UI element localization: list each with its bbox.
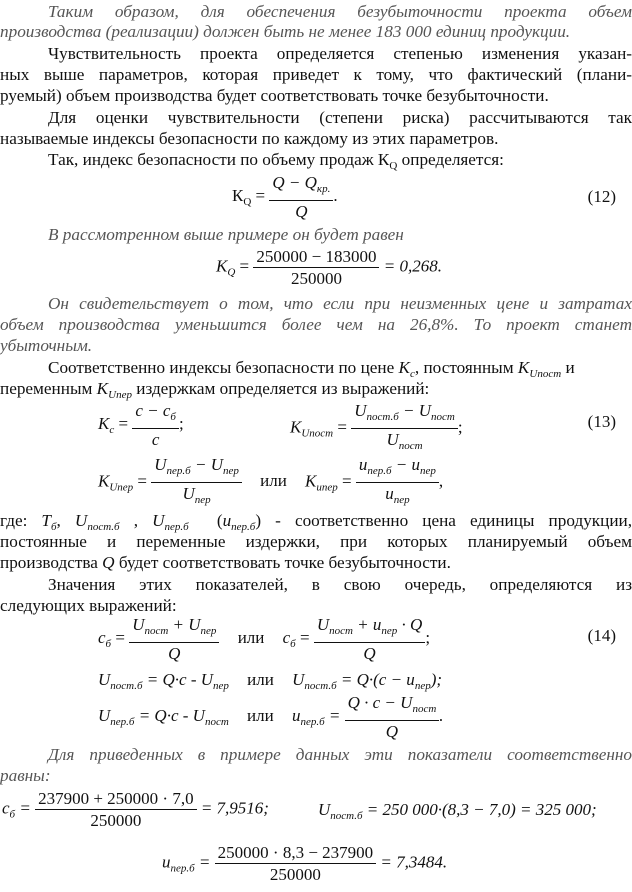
text-line [0, 108, 632, 128]
text: ных выше параметров, которая приведет к тому, что фактический (плани- [0, 65, 632, 84]
text-line [0, 294, 632, 314]
subscript: пер.б [170, 862, 195, 875]
subscript: пост.б [110, 680, 143, 692]
formula-symbol: K [98, 413, 110, 433]
punctuation: , [438, 471, 444, 491]
subscript: Uпост [301, 427, 334, 440]
text-line [0, 44, 632, 64]
formula-calc-cb [2, 788, 269, 831]
equals-sign: = [337, 417, 352, 437]
fraction [151, 454, 242, 511]
formula-symbol: U [98, 705, 111, 725]
text-line [0, 225, 632, 245]
equation-number: (12) [587, 187, 616, 206]
formula-text: ); [430, 670, 443, 689]
formula-text: = Q·c - U [142, 670, 214, 689]
subscript: пер.б [166, 465, 191, 477]
text: В рассмотренном выше примере он будет равен [48, 225, 404, 244]
subscript: пост [204, 715, 229, 728]
equals-sign: = [115, 627, 130, 647]
subscript: пост.б [87, 521, 120, 533]
denominator: 250000 [290, 269, 342, 288]
subscript: пост.б [330, 810, 363, 822]
formula-kq-calc [216, 246, 442, 289]
numerator [129, 614, 219, 643]
subscript: пост.б [304, 680, 337, 692]
equals-sign: = [137, 471, 152, 491]
denominator: 250000 [269, 865, 321, 884]
text: называемые индексы безопасности по каждому из этих параметров. [0, 129, 499, 148]
formula-symbol: U [152, 511, 165, 530]
formula-symbol: u [162, 852, 171, 872]
text-line [0, 2, 632, 22]
subscript: пер.б [300, 715, 325, 728]
fraction [356, 454, 439, 511]
equals-sign: = [342, 471, 356, 491]
subscript: пост [144, 625, 169, 637]
formula-result: = 7,3484. [380, 852, 448, 872]
equation-number: (14) [587, 626, 616, 645]
formula-symbol: U [318, 800, 331, 819]
formula-calc-upostb [318, 800, 597, 826]
text: производства [0, 553, 103, 572]
subscript: пер [222, 465, 239, 477]
text-line [0, 596, 632, 616]
formula-symbol: U [292, 670, 305, 689]
formula-symbol: u [222, 511, 232, 530]
formula-text: − u [391, 455, 421, 474]
formula-result: = 250 000·(8,3 − 7,0) = 325 000; [362, 800, 597, 819]
subscript: пер [213, 680, 229, 692]
punctuation: . [333, 185, 338, 205]
denominator [356, 483, 439, 511]
formula-uperb [98, 692, 444, 742]
formula-cb [98, 614, 430, 664]
formula-symbol: K [98, 471, 110, 491]
fraction [215, 842, 377, 885]
formula-text: + U [168, 615, 201, 634]
equals-sign: = [118, 413, 133, 433]
fraction [351, 400, 458, 457]
numerator [356, 454, 439, 483]
fraction [132, 400, 179, 450]
formula-text: U [386, 430, 399, 449]
text: переменным [0, 379, 97, 398]
or-word: или [237, 627, 265, 647]
numerator [132, 400, 179, 429]
formula-symbol: U [98, 670, 111, 689]
formula-text: U [316, 615, 330, 634]
subscript: пост [412, 703, 437, 715]
subscript: б [170, 411, 176, 423]
formula-kuper [98, 454, 443, 511]
denominator: c [151, 430, 160, 449]
text: издержкам определяется из выражений: [131, 379, 430, 398]
subscript: пер.б [231, 521, 256, 533]
formula-calc-uperb [162, 842, 447, 885]
subscript: пер.б [110, 715, 135, 728]
formula-text: − U [398, 401, 431, 420]
equals-sign: = [19, 798, 36, 818]
formula-symbol: K [290, 417, 302, 437]
subscript: Uпер [109, 481, 134, 494]
denominator: Q [385, 722, 399, 741]
or-word: или [247, 705, 274, 725]
fraction [314, 614, 426, 664]
subscript: б [290, 637, 296, 650]
formula-text: U [354, 401, 367, 420]
subscript: б [50, 521, 57, 533]
text-line [0, 129, 632, 149]
subscript: пост [398, 440, 423, 452]
fraction [129, 614, 219, 664]
text: Чувствительность проекта определяется степенью изменения указан- [48, 44, 632, 63]
text: будет соответствовать точке безубыточности. [114, 553, 451, 572]
text: постоянные и переменные издержки, при которых планируемый объем [0, 532, 632, 551]
subscript: Q [243, 195, 252, 208]
formula-symbol: c [2, 798, 10, 818]
text-line [0, 315, 632, 335]
formula-text: u [358, 455, 368, 474]
subscript: б [105, 637, 112, 650]
text: , постоянным [414, 358, 518, 377]
formula-symbol: U [74, 511, 88, 530]
equals-sign: = [239, 256, 254, 276]
equals-sign: = [299, 627, 314, 647]
subscript: пер [200, 625, 217, 637]
text-line [0, 553, 632, 573]
text: следующих выражений: [0, 596, 177, 615]
fraction [269, 172, 333, 222]
equals-sign: = [255, 185, 270, 205]
text: Для приведенных в примере данных эти показатели соответственно [48, 745, 632, 764]
denominator [351, 429, 458, 457]
text: Соответственно индексы безопасности по цене [48, 358, 399, 377]
punctuation: ; [457, 417, 463, 437]
numerator [151, 454, 242, 483]
numerator [314, 614, 426, 643]
formula-symbol: K [216, 256, 228, 276]
subscript: пер [194, 494, 211, 506]
text-line [0, 22, 632, 42]
punctuation: , [56, 511, 61, 530]
formula-symbol: K [398, 358, 410, 377]
formula-kupost [290, 400, 463, 457]
formula-symbol: K [305, 471, 317, 491]
formula-symbol: u [291, 705, 301, 725]
formula-text: + u [352, 615, 382, 634]
denominator [151, 483, 242, 511]
text: производства (реализации) должен быть не менее 183 000 единиц продукции. [0, 22, 571, 41]
punctuation: , [133, 511, 138, 530]
text-line [0, 532, 632, 552]
subscript: пер [414, 680, 431, 692]
numerator [345, 692, 440, 721]
subscript: Q [389, 160, 398, 172]
fraction [253, 246, 379, 289]
subscript: пост [329, 625, 353, 637]
numerator: 250000 − 183000 [253, 246, 379, 268]
formula-symbol: T [41, 511, 51, 530]
formula-text: U [182, 484, 195, 503]
formula-text: = Q·(c − u [336, 670, 415, 689]
text-line [0, 65, 632, 85]
subscript: пер [381, 625, 398, 637]
numerator: 250000 · 8,3 − 237900 [215, 842, 377, 864]
text: определяется: [397, 150, 504, 169]
text: объем производства уменьшится более чем на 26,8%. То проект станет [0, 315, 632, 334]
text: и [561, 358, 575, 377]
formula-result: = 0,268. [383, 256, 442, 276]
equals-sign: = [328, 705, 345, 725]
subscript: пер.б [367, 465, 392, 477]
equals-sign: = [198, 852, 215, 872]
fraction [35, 788, 197, 831]
numerator [269, 172, 333, 201]
denominator: Q [295, 202, 308, 221]
equation-number: (13) [587, 412, 616, 431]
subscript: c [109, 423, 115, 436]
subscript: Uпост [529, 368, 562, 380]
formula-symbol: K [96, 379, 109, 398]
punctuation: . [439, 705, 444, 725]
text-line [0, 766, 632, 786]
text: Он свидетельствует о том, что если при неизменных цене и затратах [48, 294, 632, 313]
punctuation: ; [178, 413, 184, 433]
text: Значения этих показателей, в свою очередь, определяются из [48, 575, 632, 594]
text: убыточным. [0, 336, 93, 355]
numerator [351, 400, 458, 429]
formula-symbol: K [517, 358, 530, 377]
subscript: пост [431, 411, 455, 423]
text-line [0, 745, 632, 765]
text-line [0, 86, 632, 106]
formula-text: Q − Q [272, 173, 317, 192]
formula-symbol: c [98, 627, 106, 647]
formula-result: = 7,9516; [200, 798, 269, 818]
text: где: [0, 511, 42, 530]
formula-text: = Q·c - U [134, 705, 205, 725]
punctuation: ; [425, 627, 431, 647]
text: равны: [0, 766, 51, 785]
formula-text: c − c [135, 401, 171, 420]
denominator: Q [363, 644, 376, 663]
text: - соответственно цена единицы продукции, [261, 511, 632, 530]
subscript: uпер [316, 481, 338, 494]
numerator: 237900 + 250000 · 7,0 [35, 788, 197, 810]
subscript: пер [420, 465, 436, 477]
subscript: б [9, 808, 16, 821]
subscript: пост.б [366, 411, 399, 423]
subscript: c [410, 368, 415, 380]
text-line: где: $T_б$, $U_{пост.б}$ , $U_{пер.б}$ $(u_{пер.б})$ - соответственно цена единицы продукции, [0, 511, 632, 533]
text: Так, индекс безопасности по объему продаж К [48, 150, 390, 169]
formula-symbol: К [232, 185, 244, 205]
formula-12 [232, 172, 338, 222]
subscript: кр. [316, 183, 331, 195]
subscript: Uпер [108, 389, 132, 401]
text-line [0, 336, 632, 356]
text-line [0, 575, 632, 595]
text: руемый) объем производства будет соответствовать точке безубыточности. [0, 86, 549, 105]
fraction [345, 692, 440, 742]
subscript: пер.б [164, 521, 189, 533]
denominator: 250000 [90, 811, 142, 830]
formula-kc [98, 400, 184, 450]
formula-symbol: c [282, 627, 291, 647]
formula-text: Q · c − U [347, 693, 413, 712]
formula-symbol: Q [102, 553, 115, 572]
or-word: или [260, 471, 287, 491]
text: Для оценки чувствительности (степени риска) рассчитываются так [48, 108, 632, 127]
formula-text: · Q [397, 615, 423, 634]
text: Таким образом, для обеспечения безубыточности проекта объем [48, 2, 632, 21]
formula-text: u [385, 484, 394, 503]
denominator: Q [168, 644, 181, 663]
subscript: Q [227, 266, 236, 279]
formula-text: U [132, 615, 145, 634]
formula-text: U [154, 455, 167, 474]
formula-text: − U [190, 455, 223, 474]
subscript: пер [393, 494, 410, 506]
or-word: или [247, 670, 274, 689]
